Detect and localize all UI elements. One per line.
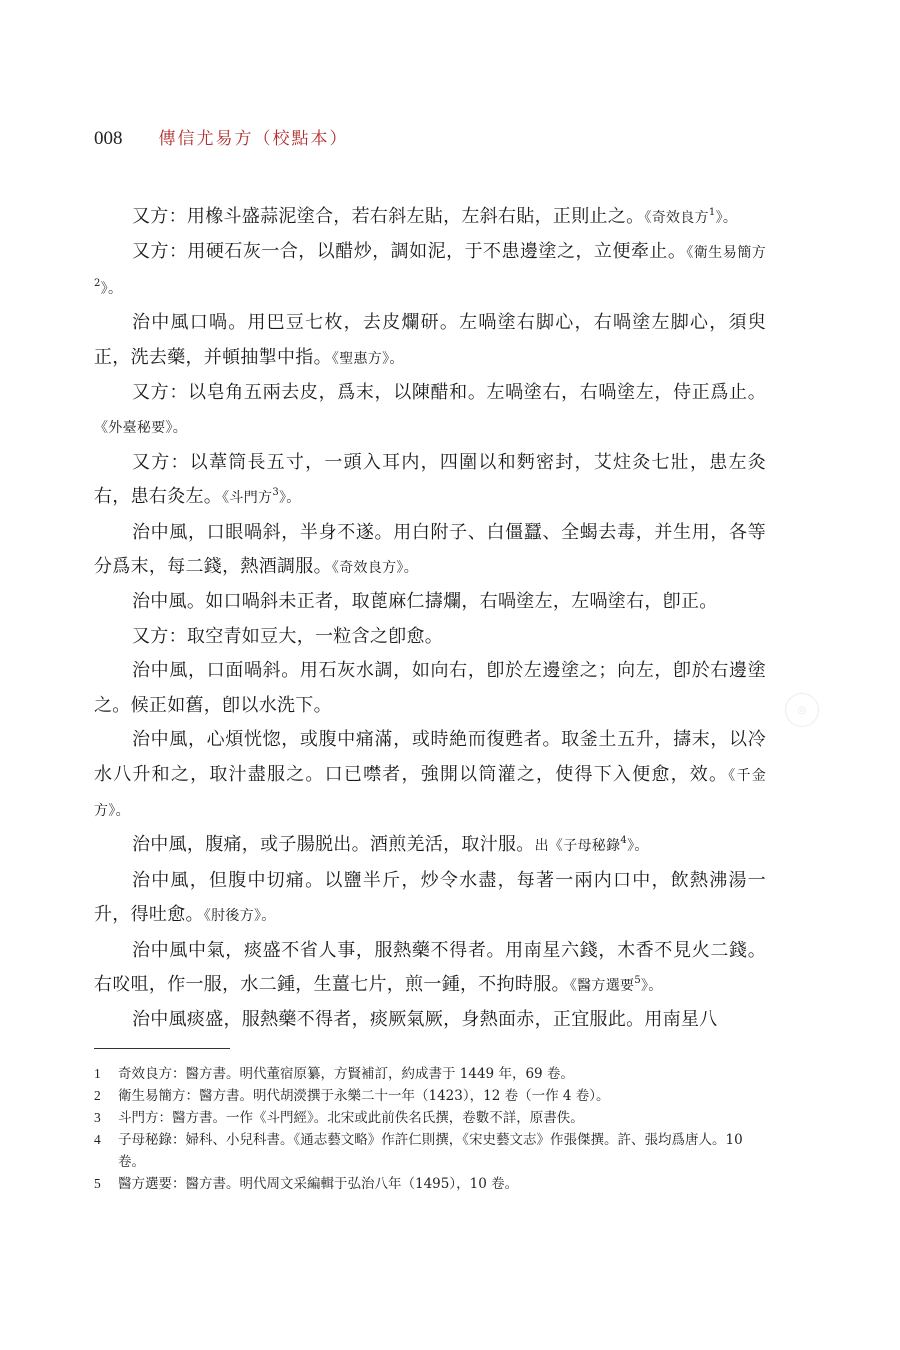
footnote-number: 2: [94, 1088, 101, 1103]
paragraph: [94, 200, 766, 235]
footnote-text: 奇效良方：醫方書。明代董宿原纂，方賢補訂，約成書于 1449 年，69 卷。: [118, 1066, 574, 1082]
footnote-number: 5: [94, 1176, 101, 1191]
paragraph-text: 治中風。如口喎斜未正者，取蓖麻仁擣爛，右喎塗左，左喎塗右，卽正。: [132, 591, 718, 613]
footnote: [94, 1129, 766, 1173]
footnote-ref[interactable]: 5: [634, 974, 641, 986]
footnote-number: 3: [94, 1110, 101, 1125]
running-header: [94, 124, 349, 152]
paragraph: [94, 934, 766, 1004]
paragraph-text: 治中風，腹痛，或子腸脱出。酒煎羌活，取汁服。: [132, 834, 535, 856]
footnotes: [94, 1063, 766, 1195]
paragraph: [94, 1003, 766, 1037]
source-citation-end: 》。: [627, 838, 649, 855]
source-citation-end: 》。: [100, 280, 123, 297]
footnote-ref[interactable]: 3: [272, 487, 279, 499]
paragraph-text: 治中風，心煩恍惚，或腹中痛滿，或時絶而復甦者。取釜土五升，擣末，以冷水八升和之，取汁盡服之。口已噤者，強開以筒灌之，使得下入便愈，效。: [94, 729, 766, 785]
source-citation-end: 》。: [715, 210, 738, 226]
footnote: [94, 1107, 766, 1129]
source-citation: 《斗門方: [222, 490, 273, 507]
paragraph: [94, 235, 766, 306]
watermark-seal-icon: ◎: [785, 693, 819, 727]
paragraph: [94, 516, 766, 586]
book-title: 傳信尤易方（校點本）: [158, 129, 349, 149]
footnote: [94, 1063, 766, 1085]
footnote-text: 斗門方：醫方書。一作《斗門經》。北宋或此前佚名氏撰，卷數不詳，原書佚。: [118, 1110, 584, 1126]
paragraph-text: 治中風口喎。用巴豆七枚，去皮爛研。左喎塗右脚心，右喎塗左脚心，須臾正，洗去藥，并頓抽掣中指。: [94, 312, 766, 368]
footnote: [94, 1085, 766, 1107]
footnote-text: 子母秘錄：婦科、小兒科書。《通志藝文略》作許仁則撰，《宋史藝文志》作張傑撰。許、張均爲唐人。10 卷。: [118, 1132, 743, 1170]
paragraph-text: 又方：以皂角五兩去皮，爲末，以陳醋和。左喎塗右，右喎塗左，侍正爲止。: [132, 382, 766, 404]
source-citation: 《醫方選要: [569, 977, 635, 994]
footnote-number: 4: [94, 1132, 101, 1147]
paragraph: [94, 723, 766, 828]
paragraph-text: 又方：用硬石灰一合，以醋炒，調如泥，于不患邊塗之，立便牽止。: [132, 241, 687, 263]
paragraph: [94, 828, 766, 863]
page-number: 008: [94, 128, 123, 149]
footnote-divider: [94, 1048, 230, 1049]
paragraph: [94, 654, 766, 723]
source-citation: 《衛生易簡方: [686, 245, 766, 262]
paragraph: [94, 864, 766, 934]
main-text: [94, 200, 766, 1038]
paragraph-text: 又方：取空青如豆大，一粒含之卽愈。: [132, 625, 444, 647]
source-citation: 《奇效良方: [644, 210, 709, 226]
source-citation: 《聖惠方》。: [331, 350, 404, 367]
footnote-ref[interactable]: 1: [708, 207, 716, 218]
source-citation: 《外臺秘要》。: [94, 420, 188, 437]
source-citation: 出《子母秘錄: [534, 838, 621, 855]
source-citation-end: 》。: [640, 977, 663, 994]
paragraph: [94, 620, 766, 654]
paragraph-text: 治中風，但腹中切痛。以鹽半斤，炒令水盡，每著一兩内口中，飲熱沸湯一升，得吐愈。: [94, 869, 766, 926]
paragraph-text: 又方：用橡斗盛蒜泥塗合，若右斜左貼，左斜右貼，正則止之。: [132, 206, 645, 227]
paragraph-text: 治中風中氣，痰盛不省人事，服熱藥不得者。用南星六錢，木香不見火二錢。右㕮咀，作一服，水二鍾，生薑七片，煎一鍾，不拘時服。: [94, 939, 766, 995]
paragraph: [94, 376, 766, 446]
paragraph-text: 治中風痰盛，服熱藥不得者，痰厥氣厥，身熱面赤，正宜服此。用南星八: [132, 1009, 718, 1031]
footnote-text: 醫方選要：醫方書。明代周文采編輯于弘治八年（1495），10 卷。: [118, 1176, 519, 1192]
footnote-number: 1: [94, 1066, 101, 1081]
source-citation-end: 》。: [278, 490, 301, 507]
paragraph: [94, 306, 766, 376]
paragraph: [94, 585, 766, 619]
paragraph: [94, 446, 766, 516]
paragraph-text: 治中風，口眼喎斜，半身不遂。用白附子、白僵蠶、全蝎去毒，并生用，各等分爲末，每二錢，熱酒調服。: [94, 521, 766, 578]
source-citation: 《奇效良方》。: [331, 560, 419, 577]
paragraph-text: 又方：以葦筒長五寸，一頭入耳内，四圍以和麪密封，艾炷灸七壯，患左灸右，患右灸左。: [94, 451, 766, 508]
source-citation: 《千金方》。: [94, 767, 766, 819]
footnote-text: 衛生易簡方：醫方書。明代胡濙撰于永樂二十一年（1423），12 卷（一作 4 卷）。: [118, 1088, 610, 1104]
footnote-ref[interactable]: 2: [94, 277, 101, 289]
source-citation: 《肘後方》。: [203, 908, 276, 925]
footnote-ref[interactable]: 4: [620, 835, 628, 847]
paragraph-text: 治中風，口面喎斜。用石灰水調，如向右，卽於左邊塗之；向左，卽於右邊塗之。候正如舊，卽以水洗下。: [94, 660, 766, 716]
footnote: [94, 1173, 766, 1195]
